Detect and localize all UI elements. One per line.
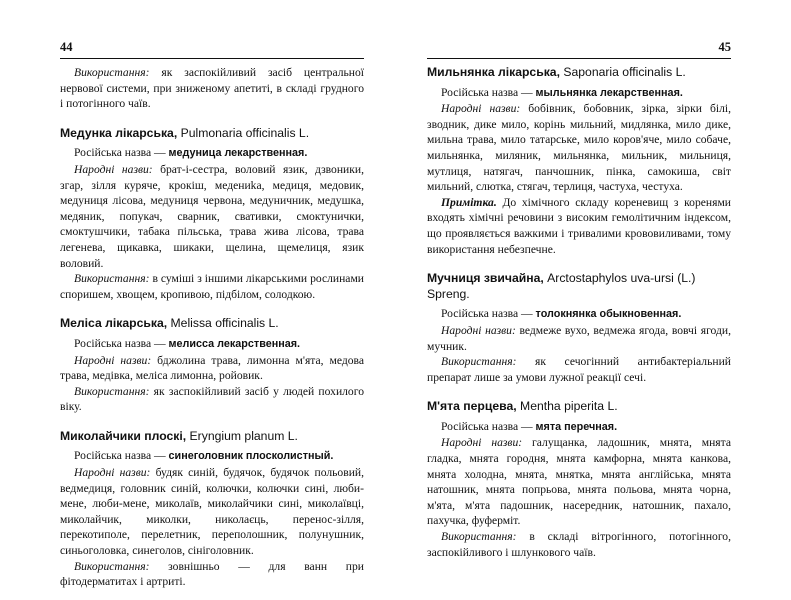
usage-label: Використання:: [441, 530, 517, 544]
entry-heading: [60, 316, 364, 332]
entry-heading: [60, 429, 364, 445]
note-label: Примітка.: [441, 195, 497, 209]
entry-heading: [427, 271, 731, 302]
right-page-header: [427, 36, 731, 59]
usage-paragraph: [60, 384, 364, 415]
page-number: 44: [60, 40, 73, 54]
russian-name-line: [60, 145, 364, 162]
latin-name: Melissa officinalis L.: [167, 316, 279, 331]
usage-label: Використання:: [74, 384, 150, 398]
plant-name: Мучниця звичайна,: [427, 271, 544, 286]
russian-name-prefix: Російська назва —: [74, 449, 169, 463]
entry-heading: [427, 399, 731, 415]
russian-name: мыльнянка лекарственная.: [535, 86, 683, 99]
folk-names-label: Народні назви:: [441, 323, 516, 337]
folk-names-text: бджолина трава, лимонна м'ята, медова трава, медівка, меліса лимонна, ройовик.: [60, 353, 365, 383]
russian-name: синеголовник плосколистный.: [168, 450, 334, 463]
latin-name: Arctostaphylos uva-ursi (L.) Spreng.: [427, 271, 696, 301]
usage-label: Використання:: [74, 559, 150, 573]
left-page: [60, 36, 364, 590]
entry-heading: [60, 126, 364, 142]
russian-name-line: [427, 85, 731, 102]
plant-name: Меліса лікарська,: [60, 316, 168, 331]
folk-names-paragraph: [427, 101, 731, 195]
plant-name: Миколайчики плоскі,: [60, 428, 187, 443]
usage-paragraph: [60, 559, 364, 590]
russian-name: толокнянка обыкновенная.: [535, 308, 682, 321]
usage-label: Використання:: [441, 355, 517, 369]
plant-name: Медунка лікарська,: [60, 125, 178, 140]
note-text: До хімічного складу кореневищ з коренями входять хімічні речовини з високим гемолітичним індексом, що проявляється важкими і тривалими крововиливами, тому використання небезпечне.: [427, 195, 731, 256]
russian-name-line: [427, 419, 731, 436]
usage-paragraph: [60, 271, 364, 302]
folk-names-text: галущанка, ладошник, мнята, мнята гладка, мнята городня, мнята камфорна, мнята канкова, мнята холодна, мнята, мнятка, мнята англійська, мнята натошник, мнята попрьова, мнята польова, мнята чорна, м'ята, м'ята падошник, насередник, натошник, пахало, пахучка, фуферміт.: [427, 436, 731, 528]
folk-names-text: брат-і-сестра, воловий язик, дзвоники, згар, зілля куряче, крокіш, медениka, медиця, медовик, медуниця лісова, медуниця червона, медуничник, медушка, медяник, попукач, сварник, свативки, смоктунички, смоктушчики, табака пільська, трава жива лісова, трава легенева, щикавка, шикаки, щелина, щемелиця, язик воловий.: [60, 162, 365, 270]
entry-heading: [427, 65, 731, 81]
usage-text: зовнішньо — для ванн при фітодерматитах і артриті.: [60, 559, 364, 589]
folk-names-text: бобівник, бобовник, зірка, зірки білі, зводник, дике мило, корінь мильний, мидлянка, мило дике, мильна трава, мило татарське, мило коров'яче, мило собаче, мильнянка, миляник, мильнянка, мильник, мильниця, мутлиця, натягач, панчошник, пінка, самокиша, світ мильний, слютка, стягач, терлиця, частуха, честуха.: [427, 102, 732, 194]
folk-names-paragraph: [60, 353, 364, 384]
usage-paragraph: [60, 65, 364, 112]
folk-names-paragraph: [427, 435, 731, 529]
usage-label: Використання:: [74, 66, 150, 79]
russian-name-prefix: Російська назва —: [441, 307, 536, 321]
latin-name: Pulmonaria officinalis L.: [177, 125, 310, 140]
plant-name: М'ята перцева,: [427, 399, 517, 414]
russian-name: мята перечная.: [535, 420, 618, 433]
usage-text: в складі вітрогінного, потогінного, заспокійливого і шлункового чаїв.: [427, 530, 731, 559]
folk-names-label: Народні назви:: [441, 102, 521, 116]
latin-name: Eryngium planum L.: [186, 428, 298, 443]
russian-name: медуница лекарственная.: [168, 147, 308, 160]
folk-names-paragraph: [427, 323, 731, 354]
russian-name: мелисса лекарственная.: [168, 337, 301, 350]
folk-names-paragraph: [60, 162, 364, 271]
folk-names-text: ведмеже вухо, ведмежа ягода, вовчі ягоди, мучник.: [427, 323, 732, 353]
russian-name-prefix: Російська назва —: [441, 85, 536, 99]
page-number: 45: [718, 40, 731, 54]
russian-name-prefix: Російська назва —: [74, 336, 169, 350]
plant-name: Мильнянка лікарська,: [427, 65, 560, 79]
russian-name-line: [60, 336, 364, 353]
usage-label: Використання:: [74, 272, 150, 286]
usage-paragraph: [427, 529, 731, 560]
folk-names-paragraph: [60, 465, 364, 559]
folk-names-label: Народні назви:: [74, 162, 153, 176]
russian-name-prefix: Російська назва —: [441, 419, 536, 433]
usage-text: як заспокійливий засіб у людей похилого віку.: [60, 384, 364, 414]
folk-names-label: Народні назви:: [74, 466, 151, 480]
usage-text: як сечогінний антибактеріальний препарат лише за умови лужної реакції сечі.: [427, 355, 731, 384]
latin-name: Mentha piperita L.: [516, 399, 618, 414]
russian-name-line: [427, 306, 731, 323]
usage-paragraph: [427, 354, 731, 385]
folk-names-text: будяк синій, будячок, будячок польовий, ведмедиця, головник синій, колючки, колючки сині, люби-мене, люби-мене, миколаїв, миколайчики сині, миколаївці, миколайчик, миколки, николаєць, перенос-зілля, перекотиполе, перелетник, переполошник, полунушник, синьоголовка, синеголов, сініголовник.: [60, 466, 365, 558]
folk-names-label: Народні назви:: [74, 353, 152, 367]
usage-text: як заспокійливий засіб центральної нервової системи, при зниженому апетиті, в складі грудного і потогінного чаїв.: [60, 66, 364, 111]
usage-text: в суміші з іншими лікарськими рослинами споришем, хвощем, кропивою, підбілом, солодкою.: [60, 272, 364, 301]
folk-names-label: Народні назви:: [441, 436, 523, 450]
left-page-header: [60, 36, 364, 59]
right-page: [427, 36, 731, 560]
latin-name: Saponaria officinalis L.: [559, 65, 686, 79]
russian-name-prefix: Російська назва —: [74, 146, 169, 160]
note-paragraph: [427, 195, 731, 257]
russian-name-line: [60, 448, 364, 465]
